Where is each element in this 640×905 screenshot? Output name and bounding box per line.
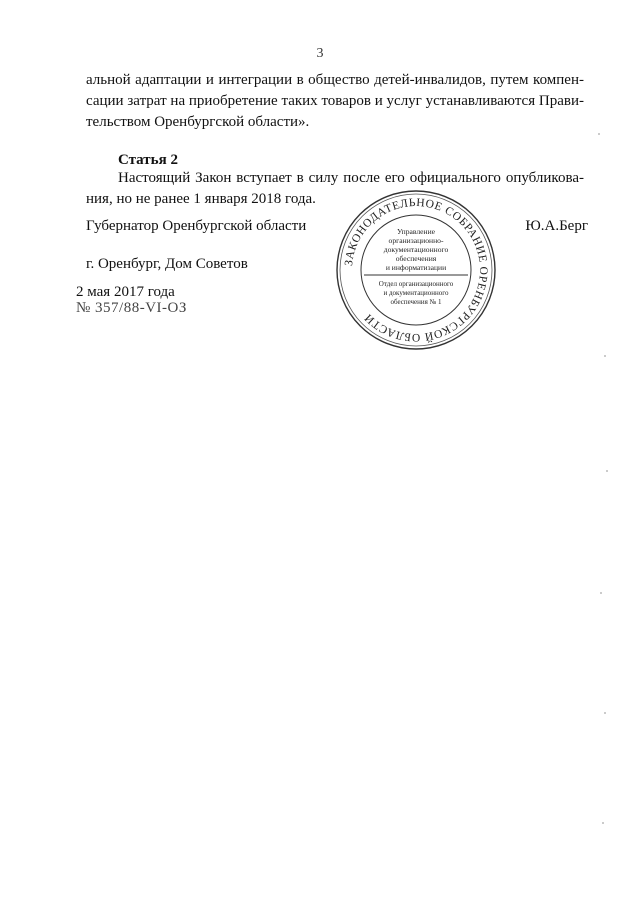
scan-speck [604, 712, 606, 714]
scan-speck [604, 355, 606, 357]
scan-speck [600, 592, 602, 594]
seal-upper-line: обеспечения [395, 254, 437, 263]
seal-upper-line: документационного [383, 245, 449, 254]
seal-upper-line: организационно- [388, 236, 444, 245]
seal-ring-text: ЗАКОНОДАТЕЛЬНОЕ СОБРАНИЕ ОРЕНБУРГСКОЙ ОБЛАСТИ [343, 196, 490, 344]
page-number: 3 [316, 46, 324, 61]
seal-upper-line: Управление [396, 227, 436, 236]
paragraph-continuation [86, 70, 584, 133]
paragraph-line: сации затрат на приобретение таких товаров и услуг устанавливаются Прави- [86, 93, 584, 109]
article-line: ния, но не ранее 1 января 2018 года. [86, 191, 316, 207]
article-heading: Статья 2 [118, 152, 178, 168]
signer-name: Ю.А.Берг [525, 218, 588, 234]
paragraph-line: альной адаптации и интеграции в общество детей-инвалидов, путем компен- [86, 72, 584, 88]
seal-lower-line: обеспечения № 1 [390, 298, 442, 306]
signing-place: г. Оренбург, Дом Советов [86, 256, 248, 272]
seal-upper-line: и информатизации [385, 263, 447, 272]
signer-title: Губернатор Оренбургской области [86, 218, 307, 234]
scan-speck [598, 133, 600, 135]
seal-lower-line: и документационного [383, 289, 449, 297]
official-seal [334, 188, 498, 352]
scan-speck [602, 822, 604, 824]
paragraph-line: тельством Оренбургской области». [86, 114, 310, 130]
law-number: № 357/88-VI-ОЗ [76, 300, 187, 316]
signing-date: 2 мая 2017 года [76, 284, 175, 300]
scan-speck [606, 470, 608, 472]
article-line: Настоящий Закон вступает в силу после его официального опубликова- [118, 170, 584, 186]
seal-lower-line: Отдел организационного [378, 280, 454, 288]
